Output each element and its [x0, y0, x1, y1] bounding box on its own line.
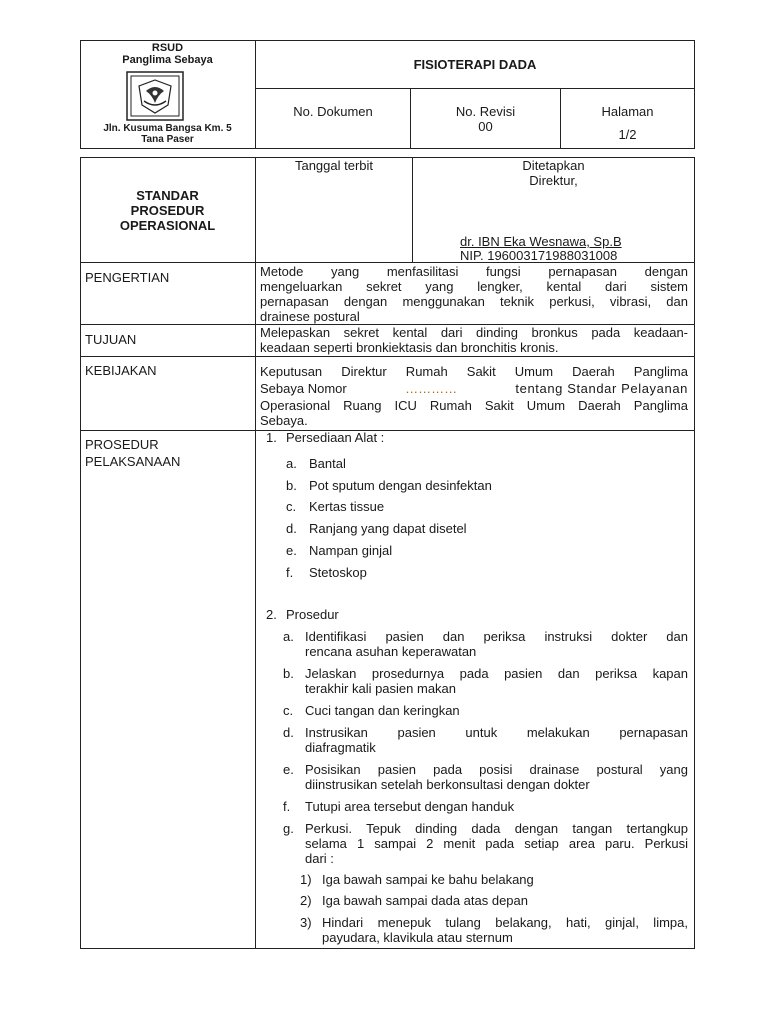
row-divider-4 [80, 430, 695, 431]
pengertian-line-1: Metode yang menfasilitasi fungsi pernapasan dengan [260, 264, 688, 279]
alat-item-c: Kertas tissue [309, 499, 385, 514]
alat-item-d: Ranjang yang dapat disetel [309, 521, 467, 536]
prosedur-heading: Prosedur [286, 607, 339, 622]
sop-title-line-1: STANDAR [136, 188, 199, 203]
no-revisi-value: 00 [478, 119, 493, 134]
prosedur-a-line-2: rencana asuhan keperawatan [305, 644, 477, 659]
kebijakan-line-2-end: tentang Standar Pelayanan [515, 381, 688, 396]
perkusi-marker-2: 2) [300, 893, 312, 908]
prosedur-d-line-1: Instrusikan pasien untuk melakukan pernapasan [305, 725, 688, 740]
kebijakan-line-4: Sebaya. [260, 413, 308, 428]
kebijakan-line-2 [260, 381, 688, 396]
prosedur-f-line-1: Tutupi area tersebut dengan handuk [305, 799, 515, 814]
alat-marker-c: c. [286, 499, 297, 514]
hospital-subname: Panglima Sebaya [122, 54, 213, 66]
table-border-left [80, 157, 81, 949]
prosedur-b-line-2: terakhir kali pasien makan [305, 681, 457, 696]
prosedur-e-line-2: diinstrusikan setelah berkonsultasi dengan dokter [305, 777, 590, 792]
prosedur-marker-e: e. [283, 762, 294, 777]
no-revisi-label: No. Revisi [455, 104, 516, 119]
prosedur-heading-number: 2. [266, 607, 277, 622]
alat-item-f: Stetoskop [309, 565, 367, 580]
perkusi-marker-1: 1) [300, 872, 312, 887]
perkusi-item-2: Iga bawah sampai dada atas depan [322, 893, 528, 908]
document-title: FISIOTERAPI DADA [413, 57, 537, 72]
prosedur-label-line-1: PROSEDUR [85, 437, 159, 452]
alat-heading: Persediaan Alat : [286, 430, 385, 445]
pengertian-line-2: mengeluarkan sekret yang lengker, kental dari sistem [260, 279, 688, 294]
prosedur-marker-g: g. [283, 821, 294, 836]
perkusi-marker-3: 3) [300, 915, 312, 930]
tujuan-line-2: keadaan seperti bronkiektasis dan bronchitis kronis. [260, 340, 559, 355]
kebijakan-line-2-start: Sebaya Nomor [260, 381, 347, 396]
row-divider-3 [80, 356, 695, 357]
hospital-logo [126, 71, 184, 121]
prosedur-b-line-1: Jelaskan prosedurnya pada pasien dan periksa kapan [305, 666, 688, 681]
alat-marker-b: b. [286, 478, 297, 493]
header-border-right [694, 40, 695, 149]
prosedur-marker-d: d. [283, 725, 294, 740]
tujuan-line-1: Melepaskan sekret kental dari dinding bronkus pada keadaan- [260, 325, 688, 340]
table-border-right [694, 157, 695, 949]
prosedur-a-line-1: Identifikasi pasien dan periksa instruksi dokter dan [305, 629, 688, 644]
prosedur-label-line-2: PELAKSANAAN [85, 454, 181, 469]
address-line-2: Tana Paser [141, 134, 194, 145]
alat-item-e: Nampan ginjal [309, 543, 393, 558]
kebijakan-line-1: Keputusan Direktur Rumah Sakit Umum Daerah Panglima [260, 364, 688, 379]
prosedur-marker-f: f. [283, 799, 291, 814]
table-column-divider [255, 157, 256, 949]
kebijakan-label: KEBIJAKAN [85, 363, 157, 378]
no-dokumen-label: No. Dokumen [293, 104, 373, 119]
header-divider-title [255, 88, 695, 89]
alat-marker-a: a. [286, 456, 297, 471]
alat-marker-d: d. [286, 521, 297, 536]
perkusi-item-1: Iga bawah sampai ke bahu belakang [322, 872, 534, 887]
pengertian-label: PENGERTIAN [85, 270, 170, 285]
prosedur-g-line-1: Perkusi. Tepuk dinding dada dengan tangan tertangkup [305, 821, 688, 836]
prosedur-marker-a: a. [283, 629, 294, 644]
prosedur-marker-c: c. [283, 703, 294, 718]
pengertian-line-4: drainese postural [260, 309, 360, 324]
sop-title-line-2: PROSEDUR [130, 203, 205, 218]
prosedur-d-line-2: diafragmatik [305, 740, 376, 755]
tanggal-terbit-label: Tanggal terbit [294, 158, 374, 173]
ditetapkan-label: Ditetapkan [522, 158, 585, 173]
pengertian-line-3: pernapasan dengan menggunakan teknik perkusi, vibrasi, dan [260, 294, 688, 309]
header-border-top [80, 40, 695, 41]
hospital-name: RSUD [151, 42, 184, 54]
kebijakan-nomor-placeholder: ………… [405, 381, 458, 396]
perkusi-item-3-line-2: payudara, klavikula atau sternum [322, 930, 513, 945]
table-border-bottom [80, 948, 695, 949]
halaman-label: Halaman [601, 104, 654, 119]
signer-nip: NIP. 196003171988031008 [460, 248, 618, 263]
prosedur-c-line-1: Cuci tangan dan keringkan [305, 703, 460, 718]
prosedur-g-line-3: dari : [305, 851, 334, 866]
signer-name: dr. IBN Eka Wesnawa, Sp.B [460, 234, 622, 249]
sop-title-line-3: OPERASIONAL [119, 218, 216, 233]
alat-item-b: Pot sputum dengan desinfektan [309, 478, 492, 493]
tujuan-label: TUJUAN [85, 332, 137, 347]
alat-item-a: Bantal [309, 456, 346, 471]
alat-heading-number: 1. [266, 430, 277, 445]
perkusi-item-3-line-1: Hindari menepuk tulang belakang, hati, ginjal, limpa, [322, 915, 688, 930]
halaman-value: 1/2 [618, 127, 637, 142]
header-border-bottom [80, 148, 695, 149]
prosedur-e-line-1: Posisikan pasien pada posisi drainase postural yang [305, 762, 688, 777]
address-line-1: Jln. Kusuma Bangsa Km. 5 [103, 123, 232, 134]
prosedur-g-line-2: selama 1 sampai 2 menit pada setiap area paru. Perkusi [305, 836, 688, 851]
alat-marker-e: e. [286, 543, 297, 558]
prosedur-marker-b: b. [283, 666, 294, 681]
direktur-label: Direktur, [529, 173, 578, 188]
alat-marker-f: f. [286, 565, 294, 580]
kebijakan-line-3: Operasional Ruang ICU Rumah Sakit Umum Daerah Panglima [260, 398, 688, 413]
